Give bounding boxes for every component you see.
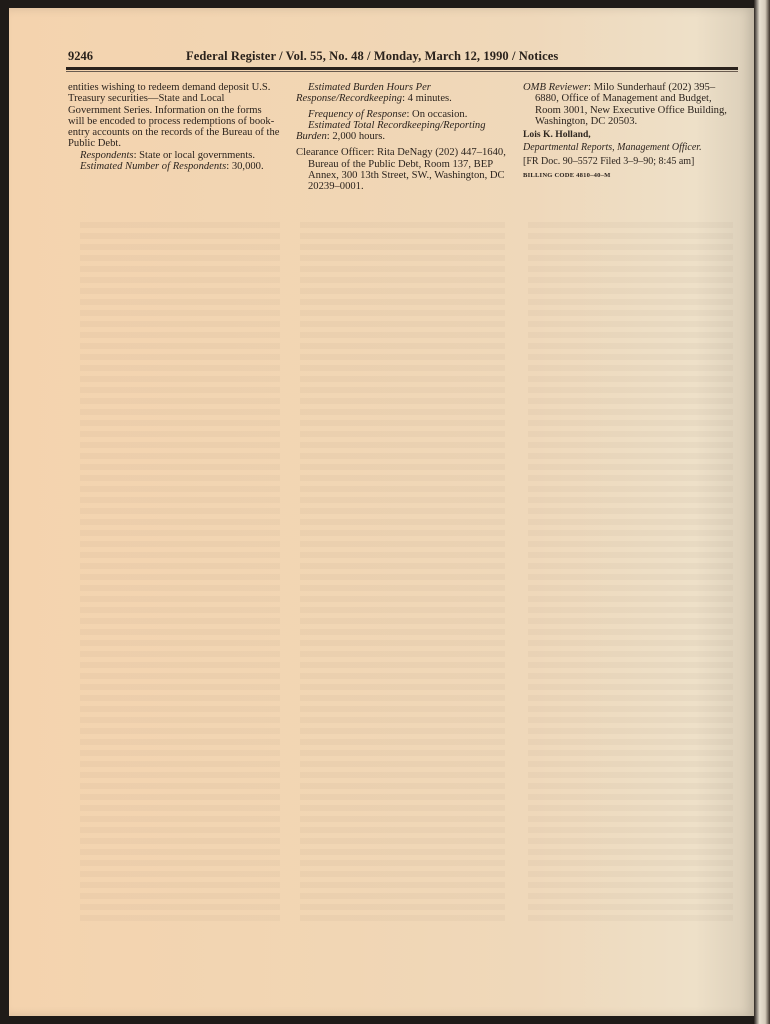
book-spine-edge [754,0,770,1024]
signer-name: Lois K. Holland, [523,129,591,141]
field-value: : On occasion. [406,108,468,120]
header-rule [66,67,738,70]
field-value: : Milo Sunderhauf (202) 395–6880, Office of Management and Budget, Room 3001, New Executive Office Building, Washington, DC 20503. [535,82,727,127]
field-value: : 30,000. [226,161,264,173]
page-header [66,49,740,67]
billing-code: BILLING CODE 4810–40–M [523,172,611,180]
text-column-1 [68,82,280,172]
clearance-officer-paragraph: Clearance Officer: Rita DeNagy (202) 447–1640, Bureau of the Public Debt, Room 137, BEP Annex, 300 13th Street, SW., Washington, DC 20239–0001. [296,147,506,193]
field-label: OMB Reviewer [523,82,589,93]
field-label: Respondents [80,149,134,161]
field-label: Frequency of Response [308,108,407,120]
text-column-2 [296,82,510,193]
bleed-through-column [300,222,505,922]
burden-hours-paragraph [296,82,510,105]
fr-doc-line: [FR Doc. 90–5572 Filed 3–9–90; 8:45 am] [523,155,695,167]
respondents-paragraph [68,150,280,161]
text-column-3 [523,82,735,181]
total-burden-paragraph [296,120,510,143]
running-title: Federal Register / Vol. 55, No. 48 / Monday, March 12, 1990 / Notices [186,49,559,63]
bleed-through-column [528,222,733,922]
field-value: : 4 minutes. [402,93,452,105]
header-rule-thin [66,71,738,72]
paragraph: entities wishing to redeem demand deposit U.S. Treasury securities—State and Local Government Series. Information on the forms will be encoded to process redemptions of book-entry accounts on the records of the Bureau of the Public Debt. [68,82,280,150]
signer-title: Departmental Reports, Management Officer. [523,142,702,154]
number-of-respondents-paragraph [68,161,280,172]
field-label: Estimated Burden Hours Per Response/Recordkeeping [296,82,431,105]
bleed-through-column [80,222,280,922]
field-value: : State or local governments. [133,149,256,161]
field-label: Estimated Total Recordkeeping/Reporting Burden [296,119,486,143]
field-value: : 2,000 hours. [326,131,386,143]
page-number: 9246 [68,49,93,63]
frequency-paragraph [296,109,510,120]
omb-reviewer-paragraph [523,82,735,127]
field-label: Estimated Number of Respondents [80,161,227,173]
